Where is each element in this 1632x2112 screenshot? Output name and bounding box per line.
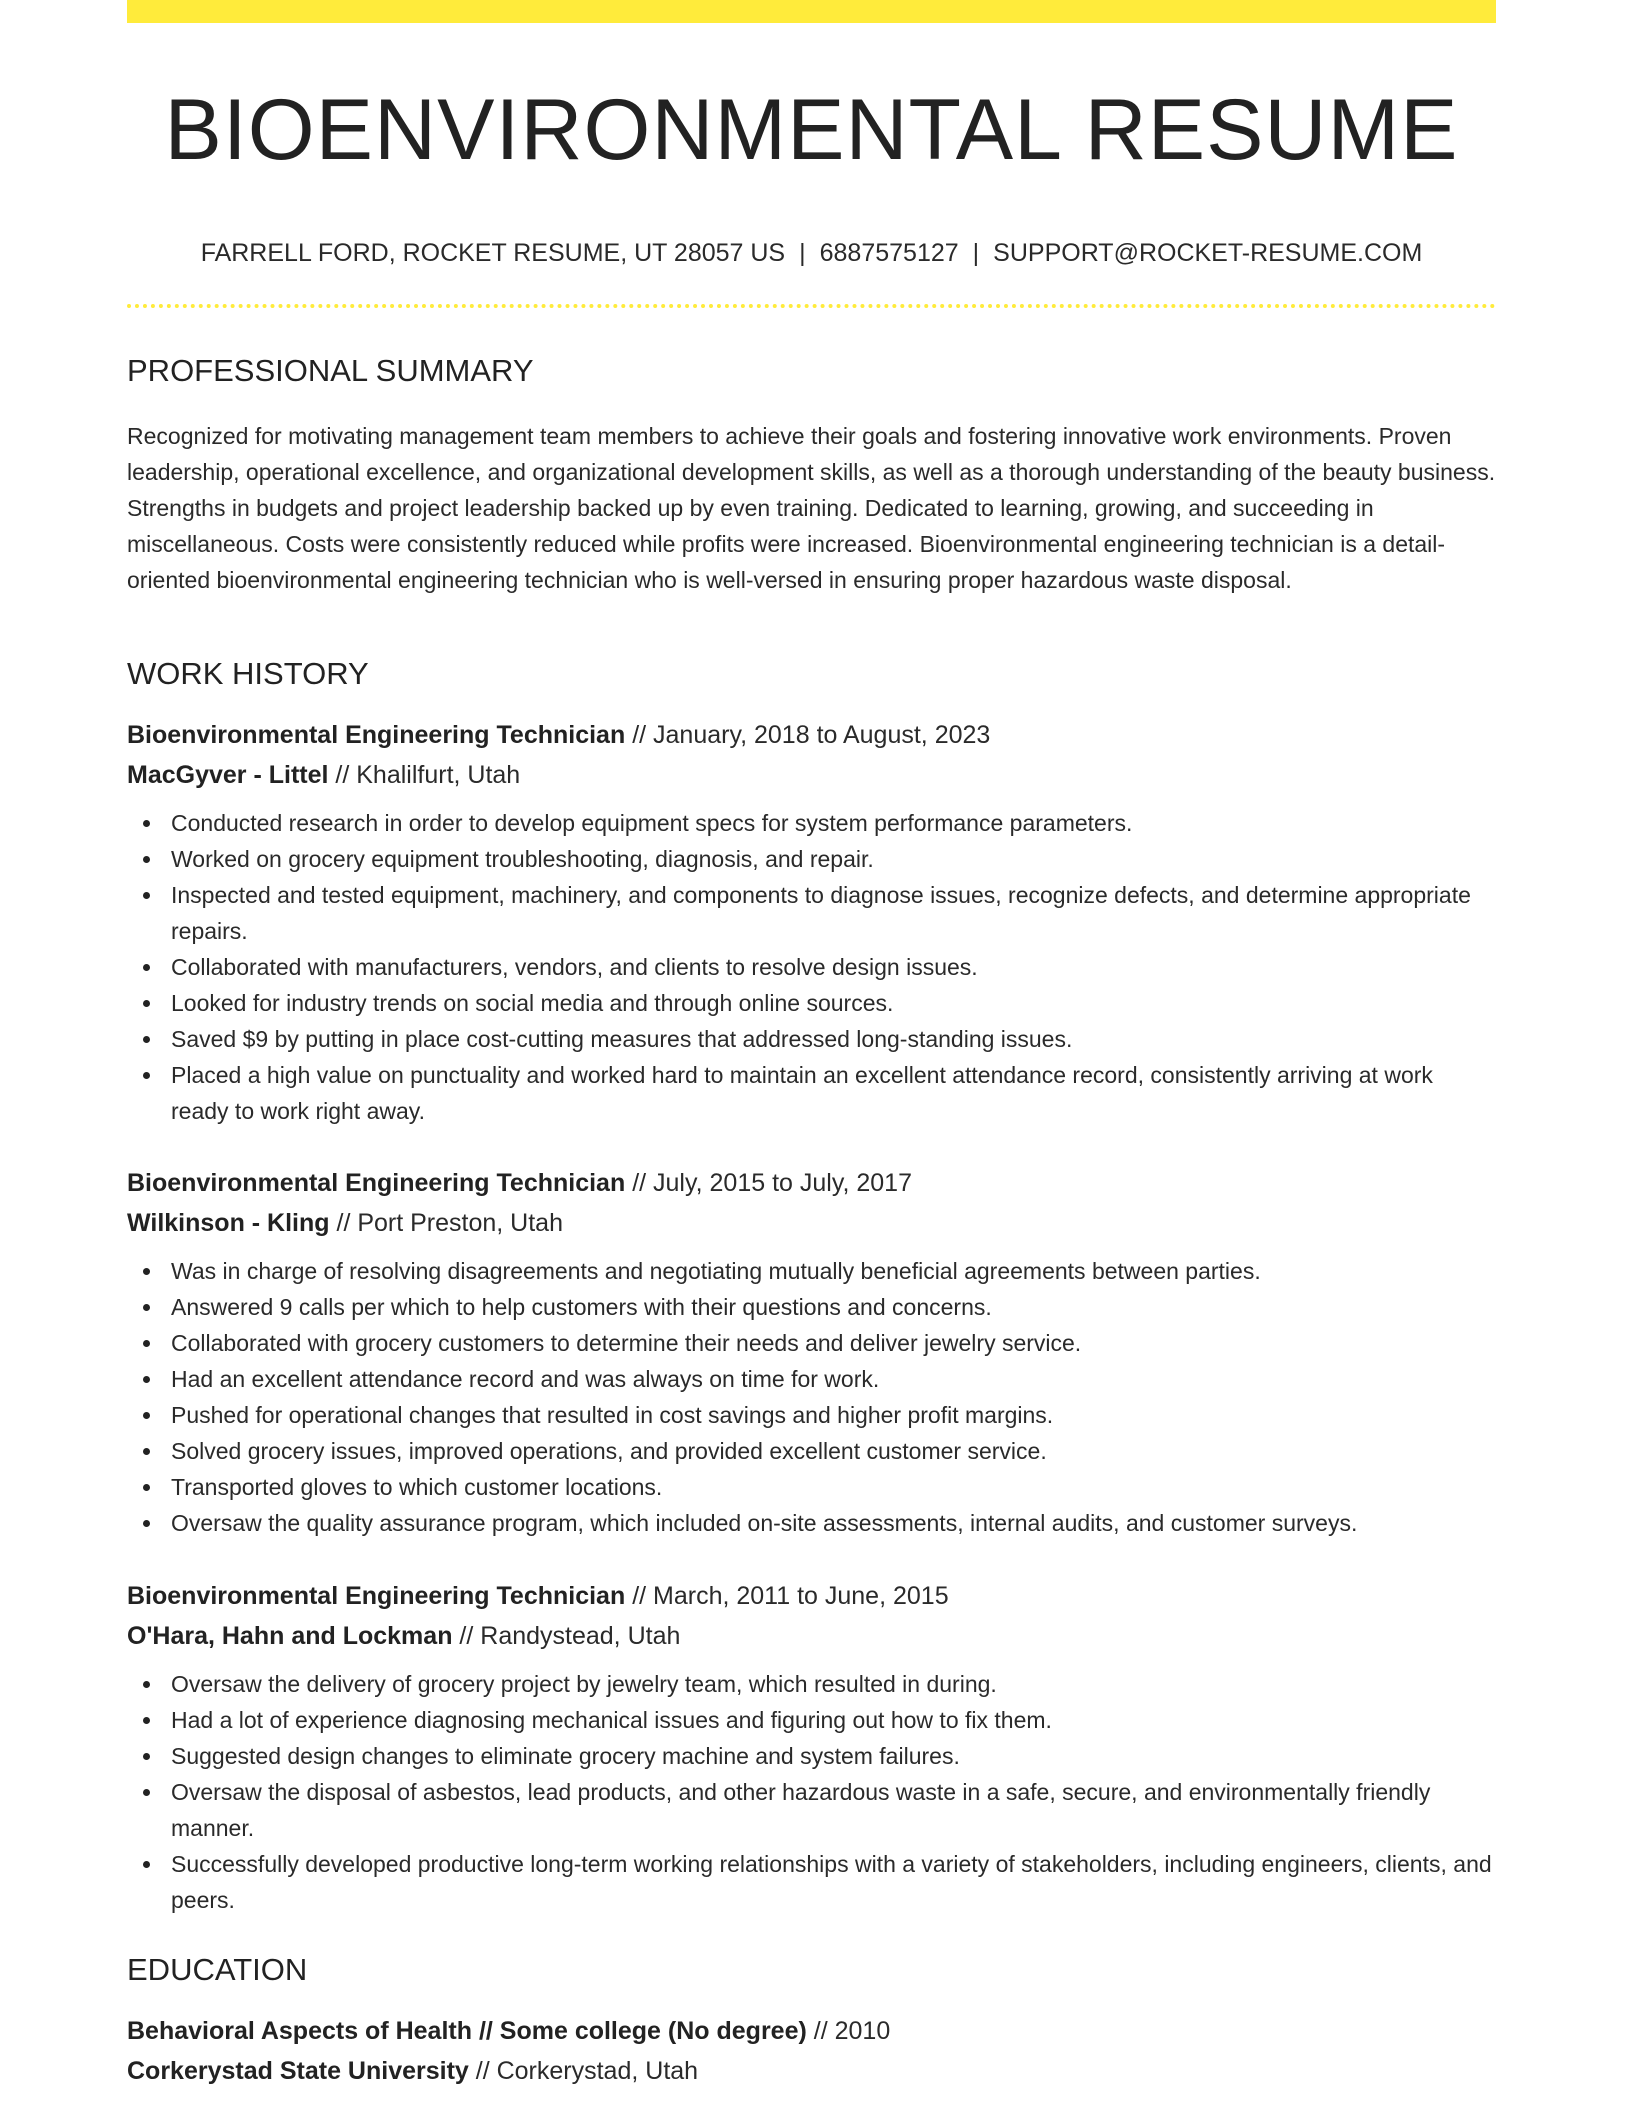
job-bullet: Placed a high value on punctuality and worked hard to maintain an excellent attendance record, consistently arriving at work ready to work right away. bbox=[127, 1057, 1496, 1129]
job-bullets bbox=[127, 805, 1496, 1129]
job-bullet: Oversaw the disposal of asbestos, lead products, and other hazardous waste in a safe, secure, and environmentally friendly manner. bbox=[127, 1774, 1496, 1846]
job-bullet: Saved $9 by putting in place cost-cutting measures that addressed long-standing issues. bbox=[127, 1021, 1496, 1057]
job-bullet: Worked on grocery equipment troubleshooting, diagnosis, and repair. bbox=[127, 841, 1496, 877]
job-bullet: Oversaw the quality assurance program, which included on-site assessments, internal audits, and customer surveys. bbox=[127, 1505, 1496, 1541]
work-history-heading: WORK HISTORY bbox=[127, 656, 369, 691]
job-bullet: Pushed for operational changes that resulted in cost savings and higher profit margins. bbox=[127, 1397, 1496, 1433]
job-company-line bbox=[127, 1203, 1496, 1243]
job-bullet: Oversaw the delivery of grocery project by jewelry team, which resulted in during. bbox=[127, 1666, 1496, 1702]
job-bullet: Conducted research in order to develop equipment specs for system performance parameters. bbox=[127, 805, 1496, 841]
job-bullets bbox=[127, 1253, 1496, 1541]
contact-line bbox=[127, 236, 1496, 270]
job-bullet: Was in charge of resolving disagreements and negotiating mutually beneficial agreements between parties. bbox=[127, 1253, 1496, 1289]
contact-phone: 6887575127 bbox=[819, 239, 959, 267]
education-heading: EDUCATION bbox=[127, 1952, 308, 1987]
job-bullet: Answered 9 calls per which to help customers with their questions and concerns. bbox=[127, 1289, 1496, 1325]
education-school: Corkerystad State University bbox=[127, 2057, 469, 2085]
job-company-line bbox=[127, 1616, 1496, 1656]
job-location: // Khalilfurt, Utah bbox=[335, 761, 521, 789]
job-bullet: Suggested design changes to eliminate grocery machine and system failures. bbox=[127, 1738, 1496, 1774]
job-location: // Randystead, Utah bbox=[459, 1622, 681, 1650]
job-bullet: Had an excellent attendance record and was always on time for work. bbox=[127, 1361, 1496, 1397]
job-bullets bbox=[127, 1666, 1496, 1918]
education-degree-line bbox=[127, 2011, 1496, 2051]
education-school-line bbox=[127, 2051, 1496, 2091]
job-company-line bbox=[127, 755, 1496, 795]
job-company: Wilkinson - Kling bbox=[127, 1209, 330, 1237]
job-entry bbox=[127, 1163, 1496, 1541]
job-title-line bbox=[127, 1163, 1496, 1203]
contact-separator: | bbox=[972, 239, 980, 267]
contact-separator: | bbox=[799, 239, 806, 267]
job-dates: // January, 2018 to August, 2023 bbox=[632, 721, 991, 749]
resume-title: BIOENVIRONMENTAL RESUME bbox=[164, 82, 1459, 178]
job-title: Bioenvironmental Engineering Technician bbox=[127, 721, 626, 749]
job-dates: // March, 2011 to June, 2015 bbox=[632, 1582, 949, 1610]
job-dates: // July, 2015 to July, 2017 bbox=[632, 1169, 912, 1197]
summary-heading: PROFESSIONAL SUMMARY bbox=[127, 353, 534, 388]
job-bullet: Transported gloves to which customer locations. bbox=[127, 1469, 1496, 1505]
job-bullet: Solved grocery issues, improved operations, and provided excellent customer service. bbox=[127, 1433, 1496, 1469]
job-bullet: Looked for industry trends on social media and through online sources. bbox=[127, 985, 1496, 1021]
contact-address: FARRELL FORD, ROCKET RESUME, UT 28057 US bbox=[200, 239, 786, 267]
job-bullet: Inspected and tested equipment, machinery, and components to diagnose issues, recognize defects, and determine appropriate repairs. bbox=[127, 877, 1496, 949]
job-bullet: Collaborated with manufacturers, vendors, and clients to resolve design issues. bbox=[127, 949, 1496, 985]
job-title: Bioenvironmental Engineering Technician bbox=[127, 1169, 626, 1197]
accent-bar bbox=[127, 0, 1496, 23]
job-title-line bbox=[127, 1576, 1496, 1616]
job-entry bbox=[127, 1576, 1496, 1918]
summary-text: Recognized for motivating management team members to achieve their goals and fostering innovative work environments. Proven leadership, operational excellence, and organizational development skills, as well as a thorough understanding of the beauty business. Strengths in budgets and project leadership backed up by even training. Dedicated to learning, growing, and succeeding in miscellaneous. Costs were consistently reduced while profits were increased. Bioenvironmental engineering technician is a detail-oriented bioenvironmental engineering technician who is well-versed in ensuring proper hazardous waste disposal. bbox=[127, 423, 1496, 593]
job-company: MacGyver - Littel bbox=[127, 761, 329, 789]
education-year: // 2010 bbox=[813, 2017, 891, 2045]
contact-email: SUPPORT@ROCKET-RESUME.COM bbox=[993, 239, 1423, 267]
job-company: O'Hara, Hahn and Lockman bbox=[127, 1622, 453, 1650]
job-entry bbox=[127, 715, 1496, 1129]
job-bullet: Collaborated with grocery customers to determine their needs and deliver jewelry service. bbox=[127, 1325, 1496, 1361]
education-entry bbox=[127, 2011, 1496, 2091]
job-bullet: Successfully developed productive long-term working relationships with a variety of stakeholders, including engineers, clients, and peers. bbox=[127, 1846, 1496, 1918]
job-title: Bioenvironmental Engineering Technician bbox=[127, 1582, 626, 1610]
education-location: // Corkerystad, Utah bbox=[475, 2057, 699, 2085]
job-location: // Port Preston, Utah bbox=[336, 1209, 563, 1237]
job-title-line bbox=[127, 715, 1496, 755]
education-degree: Behavioral Aspects of Health // Some college (No degree) bbox=[127, 2017, 807, 2045]
job-bullet: Had a lot of experience diagnosing mechanical issues and figuring out how to fix them. bbox=[127, 1702, 1496, 1738]
dotted-divider bbox=[127, 304, 1496, 308]
